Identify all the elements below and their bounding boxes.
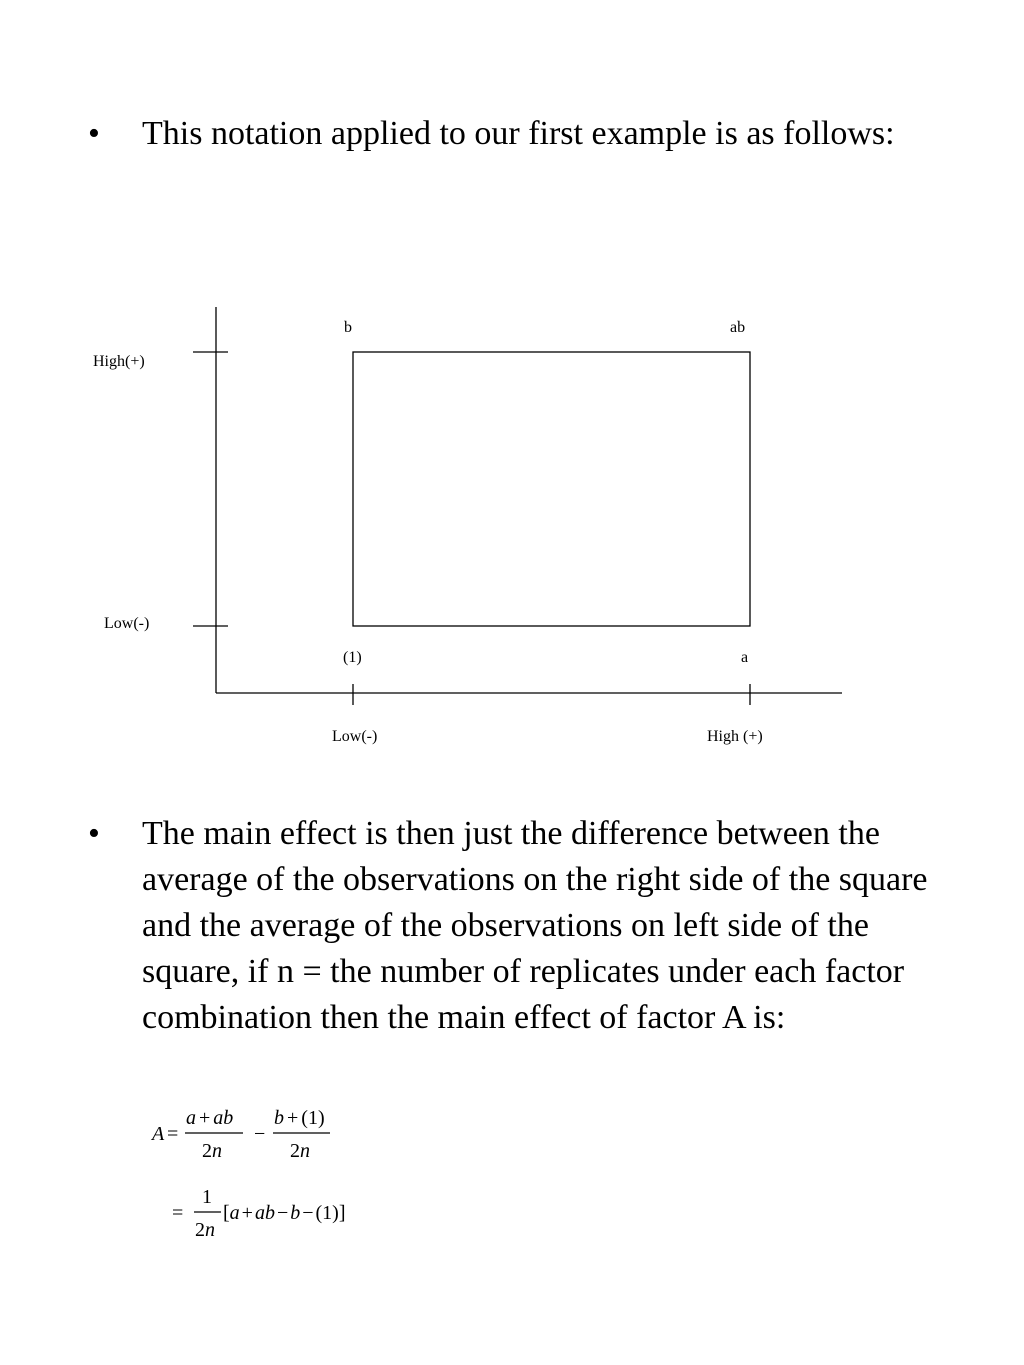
formula-equals: = bbox=[167, 1123, 179, 1145]
fraction-1-numerator: a + ab bbox=[186, 1107, 234, 1129]
corner-label-b: b bbox=[344, 319, 352, 336]
treatment-square bbox=[353, 352, 750, 626]
formula-lhs: A bbox=[152, 1123, 165, 1145]
bullet-text: The main effect is then just the difference between the average of the observations on the right side of the square and the average of the observations on left side of the square, if n = the number of replicates under each factor combination then the main effect of factor A is: bbox=[142, 815, 928, 1036]
fraction-2-denominator: 2n bbox=[290, 1140, 310, 1162]
fraction-1-denominator: 2n bbox=[202, 1140, 222, 1162]
bullet-text: This notation applied to our first example is as follows: bbox=[142, 115, 895, 152]
corner-label-a: a bbox=[741, 649, 749, 666]
bullet-marker: • bbox=[88, 115, 100, 152]
x-high-label: High (+) bbox=[707, 728, 763, 745]
y-high-label: High(+) bbox=[93, 353, 145, 370]
bullet-marker: • bbox=[88, 815, 100, 852]
fraction-3-denominator: 2n bbox=[195, 1219, 215, 1241]
bullet-main-effect bbox=[88, 811, 928, 1041]
main-effect-formula bbox=[150, 1107, 346, 1241]
corner-label-ab: ab bbox=[730, 319, 746, 336]
formula-minus: − bbox=[254, 1123, 266, 1145]
y-low-label: Low(-) bbox=[104, 615, 150, 632]
x-low-label: Low(-) bbox=[332, 728, 378, 745]
fraction-3-numerator: 1 bbox=[202, 1186, 212, 1208]
bracket-expression: [a + ab − b − (1)] bbox=[223, 1202, 346, 1224]
formula-line2-equals: = bbox=[172, 1202, 184, 1224]
fraction-2-numerator: b + (1) bbox=[274, 1107, 325, 1129]
corner-label-1: (1) bbox=[343, 649, 362, 666]
